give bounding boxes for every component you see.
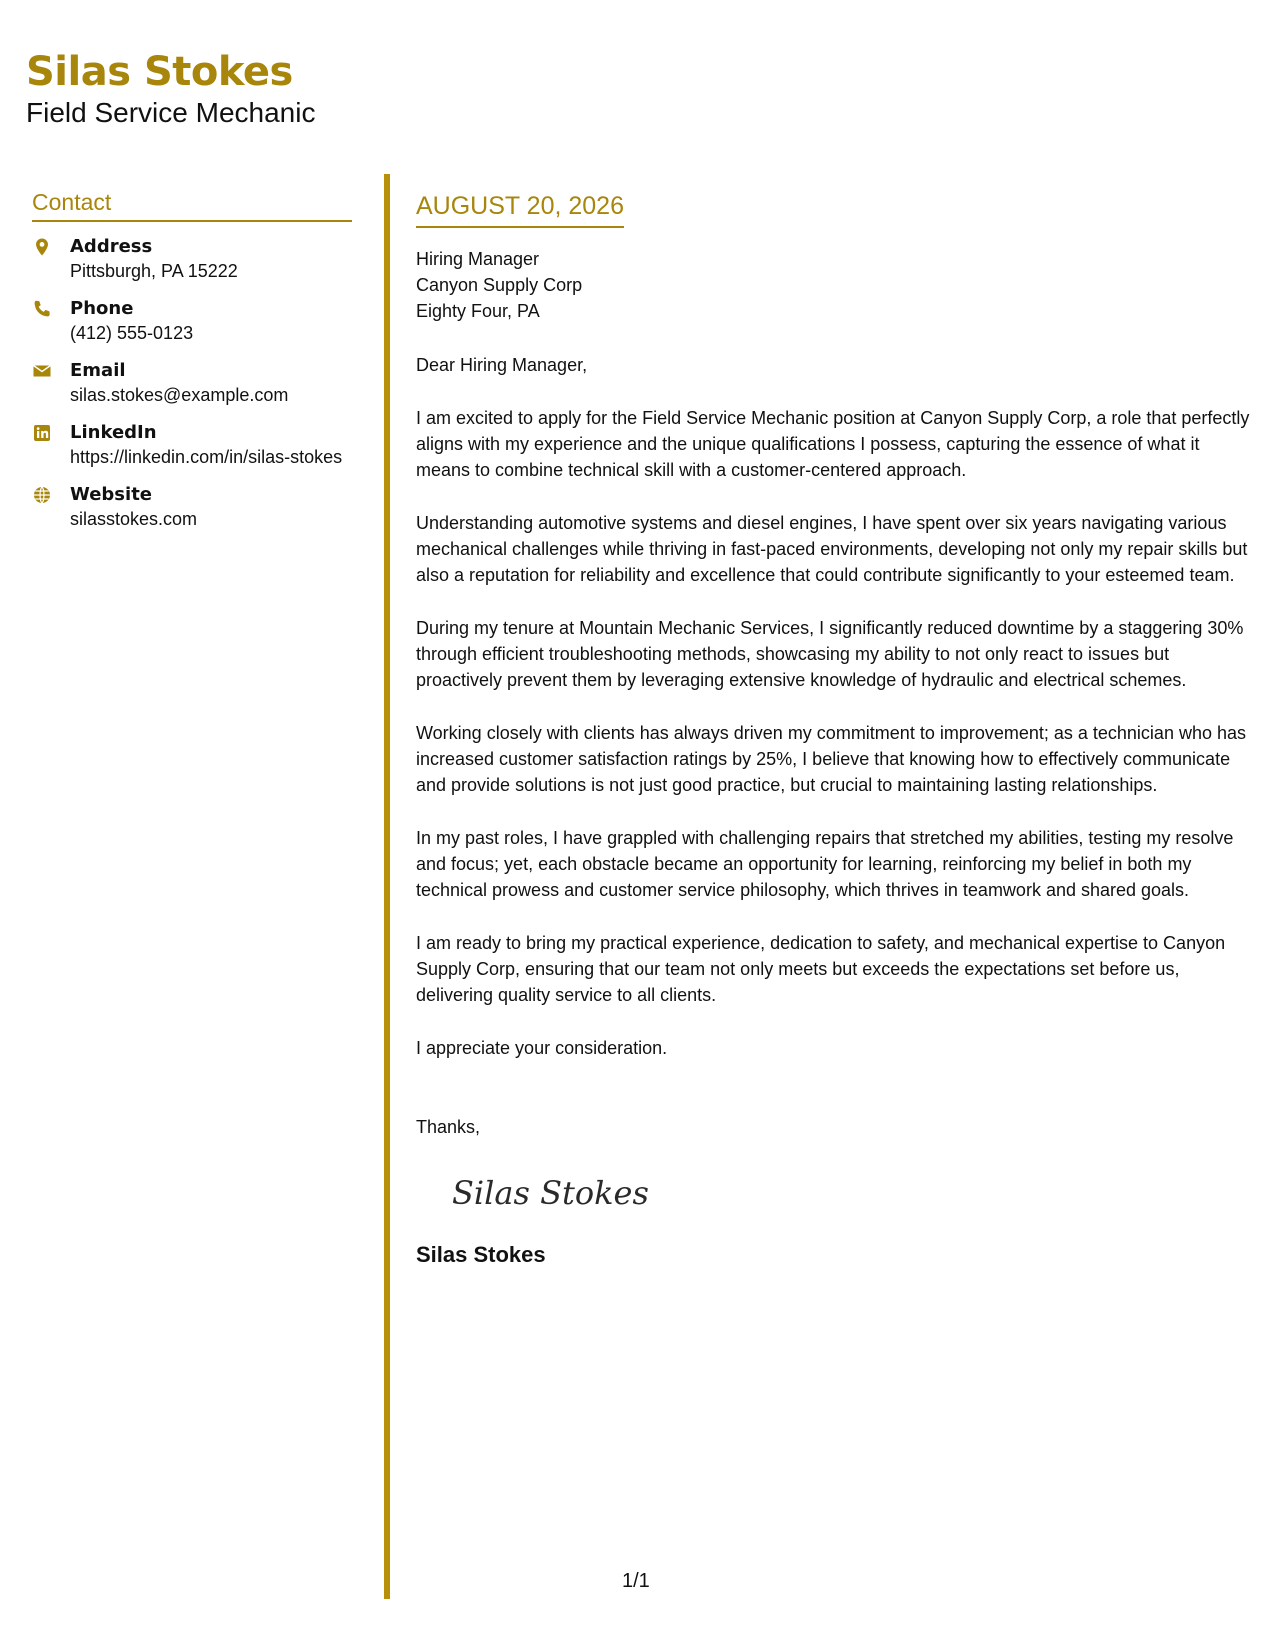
- letter-paragraph: In my past roles, I have grappled with challenging repairs that stretched my abilities, testing my resolve and focus; yet, each obstacle became an opportunity for learning, reinforcing my belief in both my technical prowess and customer service philosophy, which thrives in teamwork and shared goals.: [416, 828, 1234, 900]
- contact-label: Website: [70, 484, 153, 505]
- address-value: Pittsburgh, PA 15222: [70, 261, 238, 281]
- applicant-name: Silas Stokes: [26, 49, 293, 95]
- letter-paragraph: I am excited to apply for the Field Service Mechanic position at Canyon Supply Corp, a role that perfectly aligns with my experience and the unique qualifications I possess, capturing the essence of what it means to combine technical skill with a customer-centered approach.: [416, 408, 1250, 480]
- letter-paragraph: Understanding automotive systems and diesel engines, I have spent over six years navigating various mechanical challenges while thriving in fast-paced environments, developing not only my repair skills but also a reputation for reliability and excellence that could contribute significantly to your esteemed team.: [416, 513, 1248, 585]
- recipient-block: [416, 246, 1254, 324]
- letter-body: [416, 190, 1254, 1269]
- contact-label: Address: [70, 236, 153, 257]
- phone-icon: [32, 296, 70, 346]
- column-divider: [384, 174, 390, 1599]
- map-pin-icon: [32, 234, 70, 284]
- signed-name: Silas Stokes: [416, 1242, 546, 1267]
- page-number: 1/1: [622, 1570, 650, 1592]
- contact-label: LinkedIn: [70, 422, 157, 443]
- contact-item-email: [32, 358, 352, 408]
- website-value[interactable]: silasstokes.com: [70, 509, 198, 529]
- contact-sidebar: [32, 188, 352, 544]
- contact-item-linkedin: [32, 420, 352, 470]
- contact-list: [32, 234, 352, 532]
- contact-label: Email: [70, 360, 126, 381]
- recipient-line: Canyon Supply Corp: [416, 275, 583, 295]
- contact-item-phone: [32, 296, 352, 346]
- globe-icon: [32, 482, 70, 532]
- letter-paragraph: I appreciate your consideration.: [416, 1038, 668, 1058]
- signature-text: Silas Stokes: [452, 1174, 649, 1212]
- contact-item-address: [32, 234, 352, 284]
- email-value[interactable]: silas.stokes@example.com: [70, 385, 289, 405]
- contact-heading: Contact: [32, 188, 352, 222]
- envelope-icon: [32, 358, 70, 408]
- recipient-line: Eighty Four, PA: [416, 301, 540, 321]
- resume-header: [26, 48, 315, 130]
- recipient-line: Hiring Manager: [416, 249, 540, 269]
- closing: Thanks,: [416, 1117, 481, 1137]
- letter-paragraph: Working closely with clients has always driven my commitment to improvement; as a technician who has increased customer satisfaction ratings by 25%, I believe that knowing how to effectively communicate and provide solutions is not just good practice, but crucial to maintaining lasting relationships.: [416, 723, 1246, 795]
- phone-value: (412) 555-0123: [70, 323, 194, 343]
- handwritten-signature: [448, 1168, 658, 1218]
- salutation: Dear Hiring Manager,: [416, 355, 588, 375]
- linkedin-value[interactable]: https://linkedin.com/in/silas-stokes: [70, 447, 343, 467]
- letter-date: AUGUST 20, 2026: [416, 190, 624, 228]
- letter-paragraph: I am ready to bring my practical experience, dedication to safety, and mechanical expertise to Canyon Supply Corp, ensuring that our team not only meets but exceeds the expectations set before us, delivering quality service to all clients.: [416, 933, 1226, 1005]
- linkedin-icon: [32, 420, 70, 470]
- contact-item-website: [32, 482, 352, 532]
- contact-label: Phone: [70, 298, 134, 319]
- applicant-title: Field Service Mechanic: [26, 97, 316, 128]
- letter-paragraph: During my tenure at Mountain Mechanic Services, I significantly reduced downtime by a staggering 30% through efficient troubleshooting methods, showcasing my ability to not only react to issues but proactively prevent them by leveraging extensive knowledge of hydraulic and electrical schemes.: [416, 618, 1244, 690]
